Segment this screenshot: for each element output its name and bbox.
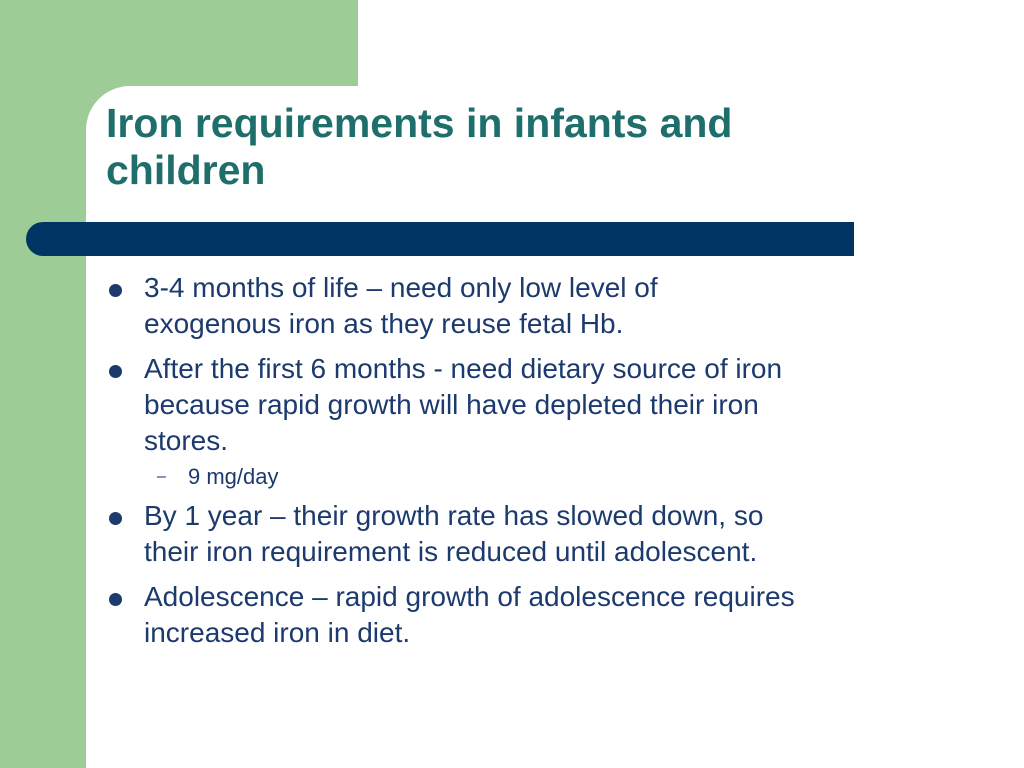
bullet-list bbox=[104, 270, 984, 660]
bullet-text-line: By 1 year – their growth rate has slowed down, so bbox=[144, 500, 764, 531]
bullet-text-line: After the first 6 months - need dietary source of iron bbox=[144, 353, 783, 384]
sub-bullet-text: 9 mg/day bbox=[188, 464, 279, 489]
bullet-dot-icon bbox=[109, 365, 122, 378]
bullet-text-line: because rapid growth will have depleted their iron bbox=[144, 389, 759, 420]
bullet-item-3 bbox=[104, 498, 984, 570]
bullet-dot-icon bbox=[109, 284, 122, 297]
bullet-text-line: 3-4 months of life – need only low level of bbox=[144, 272, 658, 303]
sub-bullet-dash-icon: – bbox=[157, 468, 166, 485]
bullet-item-4 bbox=[104, 579, 984, 651]
bullet-text-line: stores. bbox=[144, 425, 229, 456]
slide-title-line-1: Iron requirements in infants and bbox=[106, 100, 733, 146]
bullet-text-line: their iron requirement is reduced until adolescent. bbox=[144, 536, 758, 567]
sub-bullet-item bbox=[144, 463, 984, 491]
bullet-dot-icon bbox=[109, 593, 122, 606]
bullet-text-line: exogenous iron as they reuse fetal Hb. bbox=[144, 308, 624, 339]
slide-title bbox=[106, 100, 966, 194]
title-divider-bar bbox=[26, 222, 854, 256]
bullet-item-2 bbox=[104, 351, 984, 491]
sub-bullet-list bbox=[144, 463, 984, 491]
bullet-item-1 bbox=[104, 270, 984, 342]
bullet-text-line: Adolescence – rapid growth of adolescence requires bbox=[144, 581, 795, 612]
bullet-dot-icon bbox=[109, 512, 122, 525]
slide-title-line-2: children bbox=[106, 147, 266, 193]
bullet-text-line: increased iron in diet. bbox=[144, 617, 411, 648]
